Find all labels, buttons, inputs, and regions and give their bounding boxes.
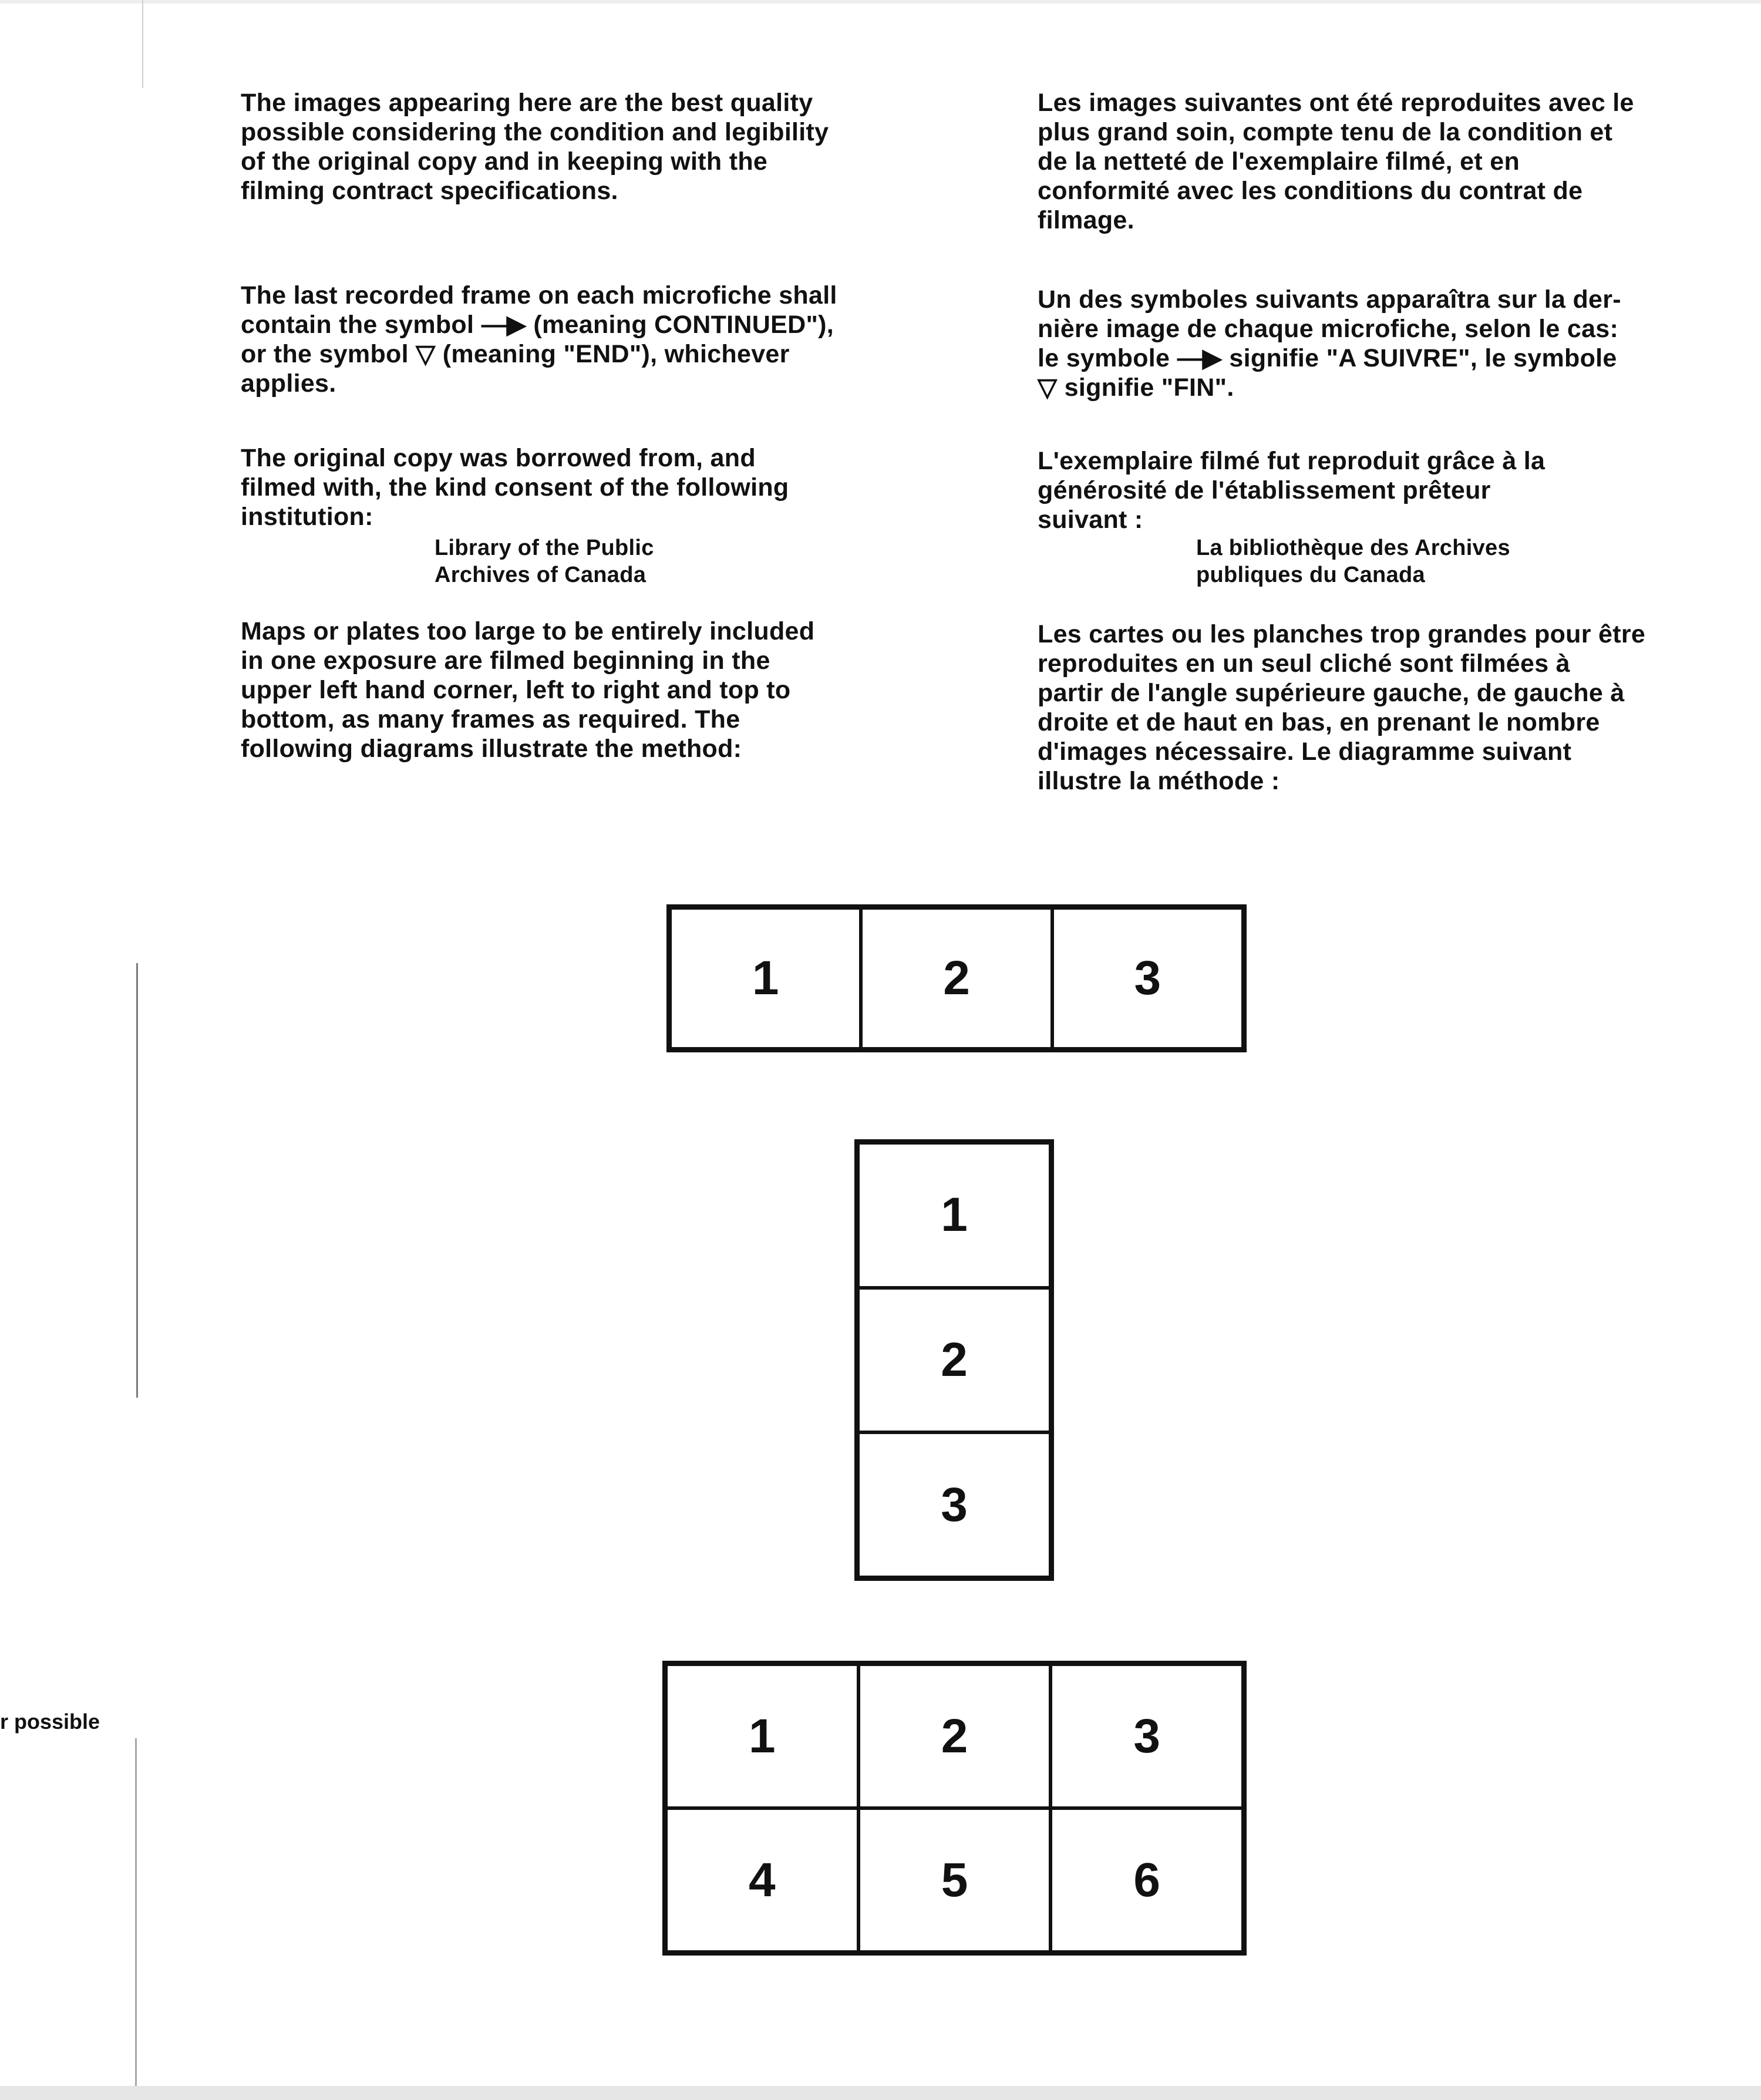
french-symbol-statement: Un des symboles suivants apparaîtra sur la der- nière image de chaque microfiche, selon le cas: le symbole —▶ signifie "A SUIVRE", le symbole ▽ signifie "FIN". (1038, 285, 1621, 402)
diagram-horizontal-row (666, 904, 1247, 1052)
scan-edge-left-middle (136, 963, 138, 1398)
diagram-cell: 6 (1050, 1808, 1243, 1952)
french-quality-statement: Les images suivantes ont été reproduites avec le plus grand soin, compte tenu de la condition et de la netteté de l'exemplaire filmé, et en conformité avec les conditions du contrat de filmage. (1038, 89, 1634, 234)
english-consent-statement: The original copy was borrowed from, and filmed with, the kind consent of the following institution: (241, 444, 789, 531)
diagram-cell: 3 (858, 1432, 1050, 1577)
diagram-cell: 1 (858, 1143, 1050, 1288)
english-symbol-statement: The last recorded frame on each microfiche shall contain the symbol —▶ (meaning CONTINUED"), or the symbol ▽ (meaning "END"), whichever applies. (241, 281, 837, 398)
french-institution-name: La bibliothèque des Archives publiques du Canada (1196, 536, 1510, 587)
previous-page-fragment: r possible (0, 1709, 100, 1734)
diagram-cell: 3 (1050, 1664, 1243, 1808)
diagram-cell: 5 (858, 1808, 1051, 1952)
diagram-cell: 4 (666, 1808, 858, 1952)
diagram-cell: 2 (861, 908, 1052, 1049)
diagram-cell: 1 (670, 908, 861, 1049)
diagram-cell: 1 (666, 1664, 858, 1808)
english-maps-statement: Maps or plates too large to be entirely included in one exposure are filmed beginning in the upper left hand corner, left to right and top to bottom, as many frames as required. The following diagrams illustrate the method: (241, 617, 815, 763)
diagram-cell: 2 (858, 1288, 1050, 1433)
scan-edge-left-upper (142, 0, 143, 88)
diagram-vertical-column (854, 1139, 1054, 1581)
french-maps-statement: Les cartes ou les planches trop grandes pour être reproduites en un seul cliché sont filmées à partir de l'angle supérieure gauche, de gauche à droite et de haut en bas, en prenant le nombre d'images nécessaire. Le diagramme suivant illustre la méthode : (1038, 620, 1646, 795)
scan-edge-left-lower (135, 1738, 137, 2100)
diagram-cell: 2 (858, 1664, 1051, 1808)
english-quality-statement: The images appearing here are the best quality possible considering the condition and legibility of the original copy and in keeping with the filming contract specifications. (241, 89, 829, 205)
scan-edge-bottom (0, 2086, 1761, 2100)
scan-edge-top (0, 0, 1761, 4)
diagram-two-by-three-grid (662, 1661, 1247, 1956)
french-consent-statement: L'exemplaire filmé fut reproduit grâce à la générosité de l'établissement prêteur suivant : (1038, 447, 1545, 534)
diagram-cell: 3 (1052, 908, 1243, 1049)
english-institution-name: Library of the Public Archives of Canada (435, 536, 654, 587)
